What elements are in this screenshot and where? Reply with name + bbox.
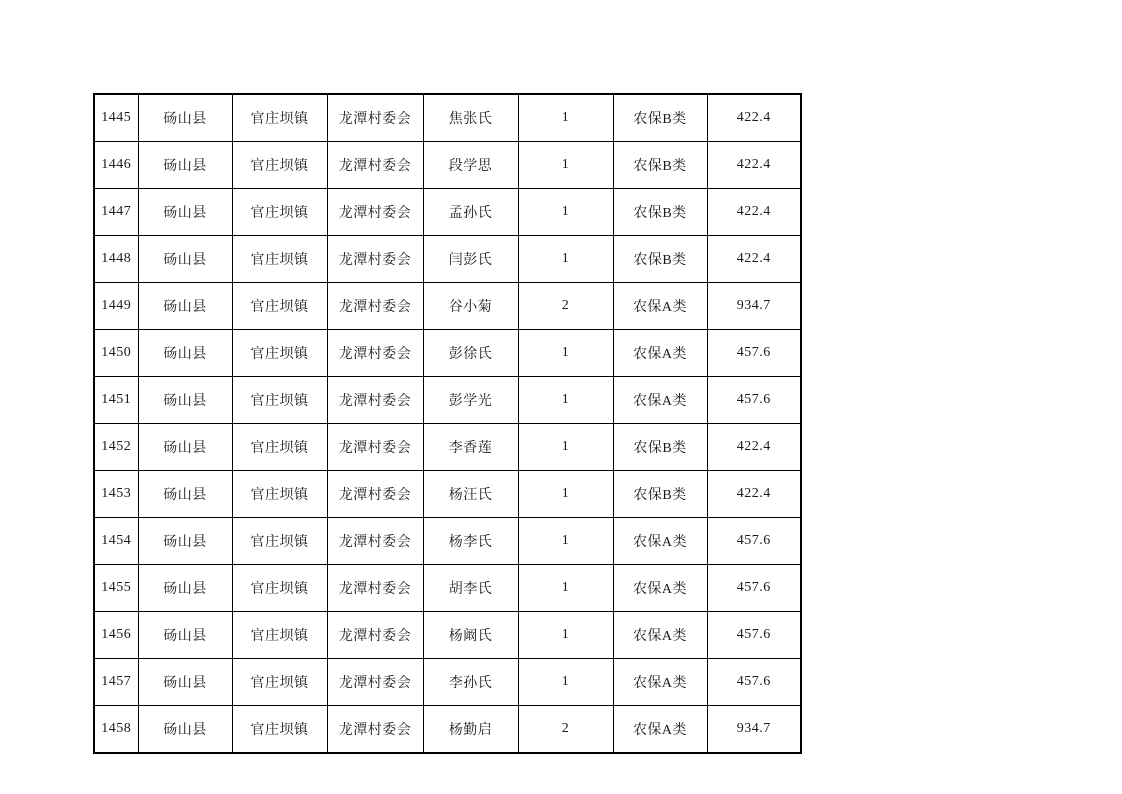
cell-count: 1	[518, 330, 613, 377]
table-body	[94, 94, 801, 753]
table-row	[94, 142, 801, 189]
cell-serial: 1446	[94, 142, 138, 189]
cell-county: 砀山县	[138, 283, 232, 330]
table-row	[94, 330, 801, 377]
cell-serial: 1455	[94, 565, 138, 612]
cell-name: 李孙氏	[423, 659, 518, 706]
cell-amount: 457.6	[707, 612, 801, 659]
table-row	[94, 189, 801, 236]
cell-name: 杨勤启	[423, 706, 518, 754]
cell-count: 1	[518, 236, 613, 283]
cell-amount: 422.4	[707, 424, 801, 471]
cell-serial: 1445	[94, 94, 138, 142]
cell-town: 官庄坝镇	[232, 94, 327, 142]
cell-category: 农保A类	[613, 565, 707, 612]
cell-count: 2	[518, 283, 613, 330]
cell-count: 1	[518, 424, 613, 471]
cell-county: 砀山县	[138, 424, 232, 471]
cell-count: 1	[518, 471, 613, 518]
cell-count: 1	[518, 565, 613, 612]
table-row	[94, 471, 801, 518]
cell-town: 官庄坝镇	[232, 189, 327, 236]
cell-village: 龙潭村委会	[327, 706, 423, 754]
cell-category: 农保A类	[613, 330, 707, 377]
cell-town: 官庄坝镇	[232, 283, 327, 330]
cell-serial: 1453	[94, 471, 138, 518]
cell-category: 农保B类	[613, 471, 707, 518]
cell-county: 砀山县	[138, 142, 232, 189]
cell-category: 农保A类	[613, 518, 707, 565]
cell-category: 农保A类	[613, 283, 707, 330]
cell-county: 砀山县	[138, 565, 232, 612]
cell-amount: 422.4	[707, 94, 801, 142]
cell-amount: 457.6	[707, 659, 801, 706]
cell-name: 谷小菊	[423, 283, 518, 330]
cell-amount: 457.6	[707, 330, 801, 377]
cell-village: 龙潭村委会	[327, 612, 423, 659]
cell-serial: 1447	[94, 189, 138, 236]
table-row	[94, 94, 801, 142]
cell-name: 杨阚氏	[423, 612, 518, 659]
table-row	[94, 518, 801, 565]
cell-category: 农保B类	[613, 142, 707, 189]
cell-amount: 422.4	[707, 142, 801, 189]
table-row	[94, 424, 801, 471]
table-row	[94, 659, 801, 706]
cell-village: 龙潭村委会	[327, 283, 423, 330]
cell-county: 砀山县	[138, 471, 232, 518]
cell-village: 龙潭村委会	[327, 142, 423, 189]
cell-county: 砀山县	[138, 330, 232, 377]
table-row	[94, 565, 801, 612]
cell-town: 官庄坝镇	[232, 424, 327, 471]
rural-insurance-benefit-table	[93, 93, 802, 754]
cell-county: 砀山县	[138, 189, 232, 236]
cell-category: 农保A类	[613, 706, 707, 754]
cell-town: 官庄坝镇	[232, 612, 327, 659]
cell-count: 1	[518, 142, 613, 189]
cell-village: 龙潭村委会	[327, 377, 423, 424]
cell-category: 农保B类	[613, 94, 707, 142]
cell-serial: 1450	[94, 330, 138, 377]
cell-category: 农保B类	[613, 189, 707, 236]
cell-serial: 1449	[94, 283, 138, 330]
cell-category: 农保B类	[613, 236, 707, 283]
cell-serial: 1458	[94, 706, 138, 754]
cell-village: 龙潭村委会	[327, 330, 423, 377]
cell-county: 砀山县	[138, 612, 232, 659]
cell-serial: 1451	[94, 377, 138, 424]
cell-serial: 1456	[94, 612, 138, 659]
cell-town: 官庄坝镇	[232, 518, 327, 565]
cell-count: 2	[518, 706, 613, 754]
cell-county: 砀山县	[138, 659, 232, 706]
cell-amount: 422.4	[707, 236, 801, 283]
cell-count: 1	[518, 377, 613, 424]
cell-county: 砀山县	[138, 236, 232, 283]
cell-village: 龙潭村委会	[327, 565, 423, 612]
cell-town: 官庄坝镇	[232, 142, 327, 189]
cell-name: 彭徐氏	[423, 330, 518, 377]
cell-name: 闫彭氏	[423, 236, 518, 283]
cell-county: 砀山县	[138, 94, 232, 142]
cell-town: 官庄坝镇	[232, 330, 327, 377]
table-row	[94, 612, 801, 659]
cell-name: 孟孙氏	[423, 189, 518, 236]
cell-village: 龙潭村委会	[327, 659, 423, 706]
cell-name: 胡李氏	[423, 565, 518, 612]
cell-town: 官庄坝镇	[232, 565, 327, 612]
cell-serial: 1452	[94, 424, 138, 471]
table-row	[94, 377, 801, 424]
cell-name: 李香莲	[423, 424, 518, 471]
cell-amount: 457.6	[707, 518, 801, 565]
cell-amount: 457.6	[707, 565, 801, 612]
cell-count: 1	[518, 612, 613, 659]
cell-village: 龙潭村委会	[327, 189, 423, 236]
cell-name: 段学思	[423, 142, 518, 189]
cell-town: 官庄坝镇	[232, 471, 327, 518]
cell-serial: 1457	[94, 659, 138, 706]
cell-village: 龙潭村委会	[327, 94, 423, 142]
cell-category: 农保A类	[613, 377, 707, 424]
cell-county: 砀山县	[138, 518, 232, 565]
cell-name: 杨李氏	[423, 518, 518, 565]
table-sheet	[93, 93, 802, 754]
table-row	[94, 236, 801, 283]
cell-amount: 934.7	[707, 706, 801, 754]
cell-serial: 1454	[94, 518, 138, 565]
cell-name: 杨汪氏	[423, 471, 518, 518]
cell-village: 龙潭村委会	[327, 471, 423, 518]
cell-category: 农保B类	[613, 424, 707, 471]
cell-town: 官庄坝镇	[232, 659, 327, 706]
cell-serial: 1448	[94, 236, 138, 283]
cell-count: 1	[518, 94, 613, 142]
cell-county: 砀山县	[138, 377, 232, 424]
cell-count: 1	[518, 189, 613, 236]
table-row	[94, 706, 801, 754]
cell-amount: 422.4	[707, 189, 801, 236]
cell-town: 官庄坝镇	[232, 706, 327, 754]
cell-name: 彭学光	[423, 377, 518, 424]
cell-amount: 457.6	[707, 377, 801, 424]
cell-count: 1	[518, 659, 613, 706]
cell-village: 龙潭村委会	[327, 518, 423, 565]
cell-county: 砀山县	[138, 706, 232, 754]
cell-name: 焦张氏	[423, 94, 518, 142]
cell-category: 农保A类	[613, 612, 707, 659]
cell-village: 龙潭村委会	[327, 236, 423, 283]
cell-town: 官庄坝镇	[232, 377, 327, 424]
cell-count: 1	[518, 518, 613, 565]
cell-amount: 422.4	[707, 471, 801, 518]
table-row	[94, 283, 801, 330]
cell-village: 龙潭村委会	[327, 424, 423, 471]
cell-town: 官庄坝镇	[232, 236, 327, 283]
cell-amount: 934.7	[707, 283, 801, 330]
cell-category: 农保A类	[613, 659, 707, 706]
